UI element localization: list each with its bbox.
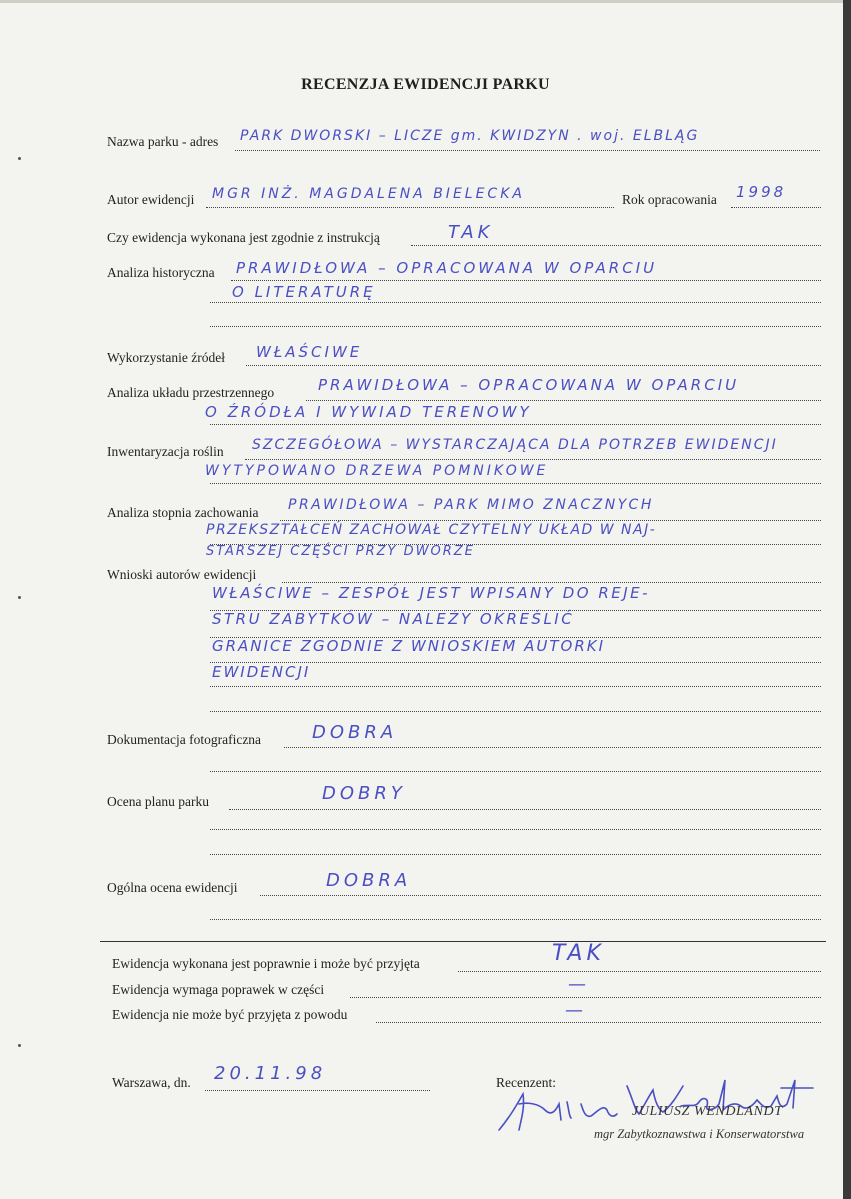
overall-line-1	[260, 895, 821, 896]
spatial-text-1: PRAWIDŁOWA – OPRACOWANA W OPARCIU	[318, 376, 740, 394]
plants-text-2: WYTYPOWANO DRZEWA POMNIKOWE	[205, 463, 549, 479]
conclusions-text-2: STRU ZABYTKÓW – NALEŻY OKREŚLIĆ	[212, 610, 575, 628]
plants-label: Inwentaryzacja roślin	[107, 444, 224, 459]
instruction-value: TAK	[448, 222, 494, 243]
conclusions-text-1: WŁAŚCIWE – ZESPÓŁ JEST WPISANY DO REJE-	[212, 584, 651, 602]
photo-value: DOBRA	[312, 722, 398, 743]
plants-line-1	[245, 459, 821, 460]
conclusions-line-5	[210, 686, 821, 687]
punch-mark	[18, 157, 21, 160]
author-label: Autor ewidencji	[107, 192, 195, 207]
plants-text-1: SZCZEGÓŁOWA – WYSTARCZAJĄCA DLA POTRZEB EWIDENCJI	[252, 437, 778, 453]
conclusions-label: Wnioski autorów ewidencji	[107, 567, 257, 582]
spatial-line-1	[306, 400, 821, 401]
verdict-accept-line	[458, 971, 821, 972]
verdict-reject-label: Ewidencja nie może być przyjęta z powodu	[112, 1007, 348, 1022]
author-value: MGR INŻ. MAGDALENA BIELECKA	[212, 186, 525, 202]
year-line	[731, 207, 821, 208]
overall-value: DOBRA	[326, 870, 412, 891]
punch-mark	[18, 596, 21, 599]
verdict-reject-mark: —	[565, 1000, 586, 1021]
date-line	[205, 1090, 430, 1091]
plan-label: Ocena planu parku	[107, 794, 209, 809]
reviewer-name: JULIUSZ WENDLANDT	[632, 1104, 783, 1119]
conclusions-line-1	[282, 582, 821, 583]
instruction-line	[411, 245, 821, 246]
year-label: Rok opracowania	[622, 192, 717, 207]
instruction-label: Czy ewidencja wykonana jest zgodnie z instrukcją	[107, 230, 380, 245]
page-right-edge	[843, 0, 851, 1199]
condition-text-2: PRZEKSZTAŁCEŃ ZACHOWAŁ CZYTELNY UKŁAD W NAJ-	[206, 522, 657, 538]
condition-line-1	[280, 520, 821, 521]
historical-label: Analiza historyczna	[107, 265, 215, 280]
author-line	[206, 207, 614, 208]
reviewer-label: Recenzent:	[496, 1075, 556, 1090]
verdict-accept-mark: TAK	[552, 941, 605, 966]
historical-line-3	[210, 326, 821, 327]
spatial-line-2	[210, 424, 821, 425]
verdict-accept-label: Ewidencja wykonana jest poprawnie i może być przyjęta	[112, 956, 420, 971]
historical-line-1	[231, 280, 821, 281]
park-name-line	[235, 150, 820, 151]
photo-label: Dokumentacja fotograficzna	[107, 732, 262, 747]
historical-line-2	[210, 302, 821, 303]
condition-label: Analiza stopnia zachowania	[107, 505, 259, 520]
sources-label: Wykorzystanie źródeł	[107, 350, 226, 365]
condition-text-3: STARSZEJ CZĘŚCI PRZY DWORZE	[206, 544, 475, 559]
punch-mark	[18, 1044, 21, 1047]
reviewer-title: mgr Zabytkoznawstwa i Konserwatorstwa	[594, 1127, 805, 1141]
plan-line-1	[229, 809, 821, 810]
condition-text-1: PRAWIDŁOWA – PARK MIMO ZNACZNYCH	[288, 497, 654, 513]
verdict-reject-line	[376, 1022, 821, 1023]
page-top-edge	[0, 0, 851, 3]
photo-line-2	[210, 771, 821, 772]
spatial-label: Analiza układu przestrzennego	[107, 385, 275, 400]
park-name-value: PARK DWORSKI – LICZE gm. KWIDZYN . woj. ELBLĄG	[240, 128, 700, 144]
plants-line-2	[210, 483, 821, 484]
section-divider	[100, 941, 826, 942]
overall-line-2	[210, 919, 821, 920]
verdict-corrections-line	[350, 997, 821, 998]
sources-value: WŁAŚCIWE	[256, 343, 363, 361]
historical-text-1: PRAWIDŁOWA – OPRACOWANA W OPARCIU	[236, 259, 658, 277]
verdict-corrections-mark: —	[568, 974, 589, 995]
plan-line-3	[210, 854, 821, 855]
document-title: RECENZJA EWIDENCJI PARKU	[301, 76, 550, 93]
conclusions-line-6	[210, 711, 821, 712]
park-name-label: Nazwa parku - adres	[107, 134, 219, 149]
year-value: 1998	[736, 183, 787, 201]
plan-value: DOBRY	[322, 783, 406, 804]
date-value: 20.11.98	[214, 1063, 327, 1084]
conclusions-text-4: EWIDENCJI	[212, 663, 311, 681]
verdict-corrections-label: Ewidencja wymaga poprawek w części	[112, 982, 325, 997]
historical-text-2: O LITERATURĘ	[232, 283, 376, 301]
place-label: Warszawa, dn.	[112, 1075, 191, 1090]
overall-label: Ogólna ocena ewidencji	[107, 880, 238, 895]
photo-line-1	[284, 747, 821, 748]
spatial-text-2: O ŹRÓDŁA I WYWIAD TERENOWY	[205, 403, 532, 421]
conclusions-text-3: GRANICE ZGODNIE Z WNIOSKIEM AUTORKI	[212, 637, 606, 655]
plan-line-2	[210, 829, 821, 830]
sources-line	[246, 365, 821, 366]
